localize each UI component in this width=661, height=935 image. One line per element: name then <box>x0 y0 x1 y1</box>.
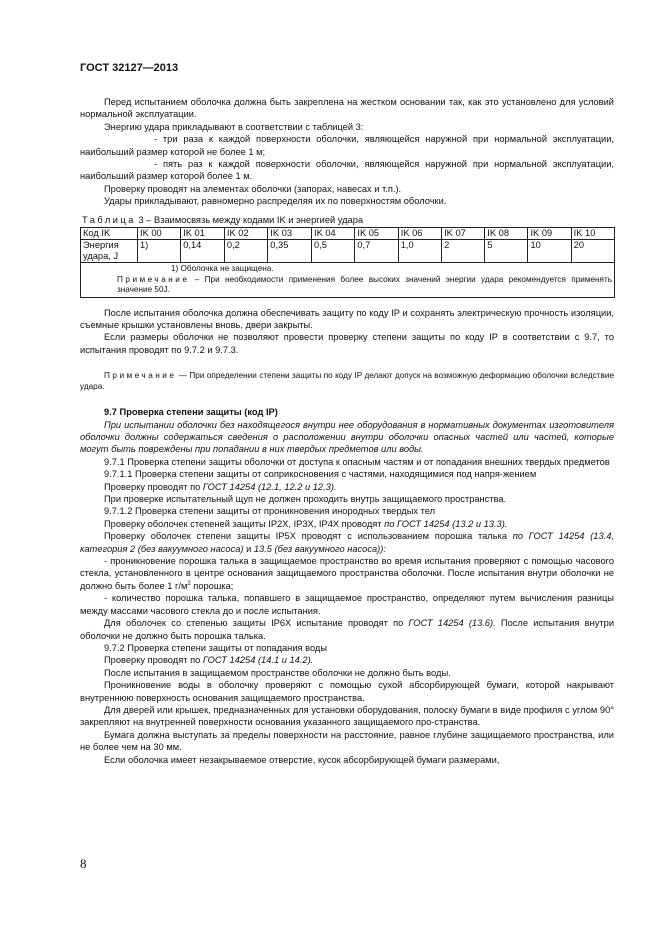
text-run: Проверку проводят по <box>104 481 203 492</box>
paragraph: Удары прикладывают, равномерно распределяя их по поверхностям оболочки. <box>104 196 447 207</box>
paragraph: 9.7.2 Проверка степени защиты от попадания воды <box>104 642 328 653</box>
table-header-cell: IK 05 <box>355 228 398 240</box>
footnote-mark: 1) <box>171 264 179 274</box>
paragraph: Энергию удара прикладывают в соответствии с таблицей 3: <box>104 121 364 132</box>
table-caption-word: Таблица <box>82 214 136 225</box>
table-cell: 1) <box>138 240 181 263</box>
table-header-row <box>81 228 615 240</box>
list-item <box>80 555 614 592</box>
table-footnote-cell <box>81 263 615 298</box>
paragraph <box>80 617 614 642</box>
paragraph <box>80 481 614 493</box>
text-run: порошка; <box>190 580 234 591</box>
superscript: 2 <box>187 580 191 587</box>
text-run: Для оболочек со степенью защиты IP6X испытание проводят по <box>104 618 409 629</box>
table-cell: 10 <box>528 240 571 263</box>
spacer <box>80 356 614 370</box>
paragraph <box>80 654 614 666</box>
paragraph: Проверку проводят на элементах оболочки (запорах, навесах и т.п.). <box>104 183 402 194</box>
table-header-cell: IK 00 <box>138 228 181 240</box>
reference-link: ГОСТ 14254 (14.1 и 14.2). <box>202 655 314 666</box>
note-text: — При определении степени защиты по коду IP делают допуск на возможную деформацию оболочки вследствие удара. <box>80 371 614 392</box>
paragraph: Бумага должна выступать за пределы поверхности на расстояние, равное глубине защищаемого пространства, или не более чем на 30 мм. <box>80 729 614 753</box>
table-header-cell: IK 08 <box>485 228 528 240</box>
table-footnote <box>83 264 612 275</box>
table-row <box>81 240 615 263</box>
paragraph: Если размеры оболочки не позволяют провести проверку степени защиты по коду IP в соответствии с 9.7, то испытания проводят по 9.7.2 и 9.7.3. <box>80 332 614 355</box>
paragraph: При испытании оболочки без находящегося внутри нее оборудования в нормативных документах изготовителя оболочки должны содержаться сведения о расположении внутри оболочки опасных частей или частей, которые могут быть повреждены при попадании в них твердых предметов или воды. <box>80 419 614 455</box>
page-number: 8 <box>80 856 87 871</box>
table-header-cell: Код IK <box>81 228 138 240</box>
table-cell: 0,7 <box>355 240 398 263</box>
list-item: - три раза к каждой поверхности оболочки, являющейся наружной при нормальной эксплуатации, наибольший размер которой не более 1 м; <box>80 134 614 157</box>
reference-link: ГОСТ 14254 (13.6). <box>408 618 496 629</box>
paragraph: Проникновение воды в оболочку проверяют с помощью сухой абсорбирующей бумаги, которой накрывают внутреннюю поверхность основания защищаемого пространства. <box>80 680 614 703</box>
table-header-cell: IK 02 <box>224 228 267 240</box>
table-cell: 0,14 <box>181 240 225 263</box>
paragraph: Перед испытанием оболочка должна быть закреплена на жестком основании так, как это установлено для условий нормальной эксплуатации. <box>80 97 614 120</box>
text-run: - проникновение порошка талька в защищаемое пространство во время испытания проверяют с помощью часового стекла, установленного в центре основания защищаемого пространства оболочки. После испытания внутри оболочки не должно быть более 1 г/м <box>80 556 614 591</box>
section-heading: 9.7 Проверка степени защиты (код IP) <box>104 407 278 418</box>
table-caption-text: 3 – Взаимосвязь между кодами IK и энергией удара <box>135 214 364 225</box>
table-cell: Энергия удара, J <box>81 240 138 263</box>
table-cell: 0,35 <box>268 240 312 263</box>
table-cell: 0,2 <box>224 240 267 263</box>
list-item: - количество порошка талька, попавшего в защищаемое пространство, определяют путем вычисления разницы между массами часового стекла до и после испытания. <box>80 593 614 616</box>
table-cell: 5 <box>485 240 528 263</box>
ik-energy-table <box>80 227 615 298</box>
document-header: ГОСТ 32127—2013 <box>80 62 179 74</box>
text-run: и <box>246 543 254 554</box>
footnote-text: Оболочка не защищена. <box>178 264 274 274</box>
text-run: Проверку проводят по <box>104 655 203 666</box>
table-header-cell: IK 01 <box>181 228 225 240</box>
table-footnote-row <box>81 263 615 298</box>
paragraph <box>80 530 614 555</box>
table-header-cell: IK 06 <box>398 228 441 240</box>
table-note <box>83 275 612 296</box>
paragraph: Для дверей или крышек, предназначенных для установки оборудования, полоску бумаги в виде профиля с углом 90° закрепляют на внутренней поверхности основания указанного защищаемого про-странства. <box>80 704 614 728</box>
paragraph: 9.7.1.1 Проверка степени защиты от соприкосновения с частями, находящимися под напря-жением <box>104 469 537 480</box>
note-text: – При необходимости применения более высоких значений энергии удара рекомендуется применять значение 50J. <box>117 274 612 295</box>
table-caption <box>82 214 614 226</box>
table-header-cell: IK 09 <box>528 228 571 240</box>
list-item: - пять раз к каждой поверхности оболочки, являющейся наружной при нормальной эксплуатации, наибольший размер которой более 1 м. <box>80 159 614 182</box>
text-run: Проверку оболочек степени защиты IP5X проводят с использованием порошка талька <box>104 531 513 542</box>
paragraph: Если оболочка имеет незакрываемое отверстие, кусок абсорбирующей бумаги размерами, <box>104 754 500 765</box>
paragraph: При проверке испытательный щуп не должен проходить внутрь защищаемого пространства. <box>104 494 507 505</box>
table-cell: 2 <box>442 240 485 263</box>
table-header-cell: IK 03 <box>268 228 312 240</box>
table-cell: 0,5 <box>312 240 355 263</box>
reference-link: по ГОСТ 14254 (13.4, категория 2 (без вакуумного насоса) <box>80 531 614 554</box>
note-word: Примечание <box>104 371 177 381</box>
reference-link: по ГОСТ 14254 (13.2 и 13.3). <box>384 518 508 529</box>
reference-link: 13.5 (без вакуумного насоса)): <box>253 543 386 554</box>
note-word: Примечание <box>117 274 190 284</box>
table-header-cell: IK 10 <box>571 228 614 240</box>
paragraph: После испытания в защищаемом пространстве оболочки не должно быть воды. <box>104 667 451 678</box>
table-cell: 1,0 <box>398 240 441 263</box>
text-run: После испытания внутри оболочки не должно быть порошка талька. <box>80 618 615 641</box>
reference-link: ГОСТ 14254 (12.1, 12.2 и 12.3). <box>202 481 337 492</box>
paragraph <box>80 518 614 530</box>
table-header-cell: IK 07 <box>442 228 485 240</box>
spacer <box>80 392 614 406</box>
paragraph: После испытания оболочка должна обеспечивать защиту по коду IP и сохранять электрическую прочность изоляции, съемные крышки установлены вновь, двери закрыты. <box>80 307 614 330</box>
paragraph: 9.7.1 Проверка степени защиты оболочки от доступа к опасным частям и от попадания внешних твердых предметов <box>104 456 610 467</box>
table-cell: 20 <box>571 240 614 263</box>
spacer <box>80 298 614 307</box>
table-header-cell: IK 04 <box>312 228 355 240</box>
page-content <box>80 96 614 766</box>
text-run: Проверку оболочек степеней защиты IP2X, IP3X, IP4X проводят <box>104 518 385 529</box>
note-paragraph <box>80 370 614 392</box>
paragraph: 9.7.1.2 Проверка степени защиты от проникновения инородных твердых тел <box>104 506 436 517</box>
